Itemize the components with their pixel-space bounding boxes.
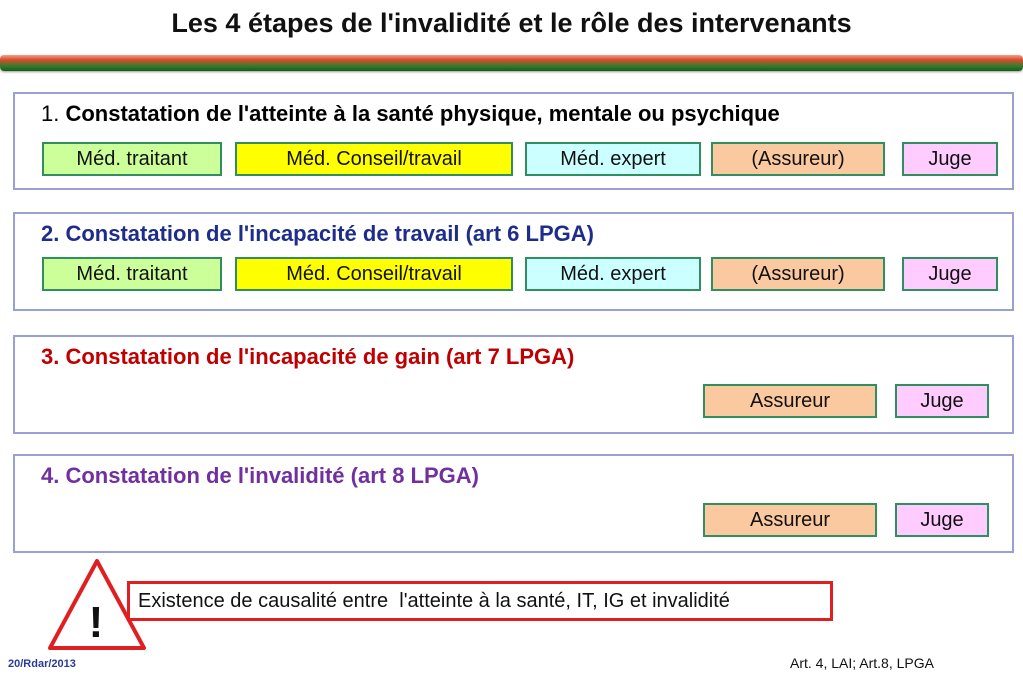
stage-3-number: 3. (41, 344, 60, 369)
footer-date: 20/Rdar/2013 (8, 658, 76, 670)
actor-juge: Juge (895, 384, 989, 418)
stage-4-title-text: Constatation de l'invalidité (art 8 LPGA) (65, 463, 479, 488)
actor-juge: Juge (895, 503, 989, 537)
causality-note: Existence de causalité entre l'atteinte à la santé, IT, IG et invalidité (127, 581, 833, 621)
actor-med-expert: Méd. expert (525, 257, 701, 291)
actor-med-traitant: Méd. traitant (42, 257, 222, 291)
warning-exclamation: ! (88, 598, 104, 647)
actor-juge: Juge (902, 142, 998, 176)
stage-3-title-text: Constatation de l'incapacité de gain (art 7 LPGA) (65, 344, 575, 369)
stage-4-number: 4. (41, 463, 60, 488)
actor-assureur: (Assureur) (711, 142, 885, 176)
actor-med-conseil: Méd. Conseil/travail (235, 257, 513, 291)
actor-assureur: Assureur (703, 384, 877, 418)
stage-2-panel (13, 212, 1014, 311)
stage-1-title-text: Constatation de l'atteinte à la santé physique, mentale ou psychique (65, 101, 780, 126)
stage-2-title-text: Constatation de l'incapacité de travail (art 6 LPGA) (65, 221, 594, 246)
stage-1-panel (13, 92, 1014, 190)
stage-2-number: 2. (41, 221, 60, 246)
actor-assureur: Assureur (703, 503, 877, 537)
page-title: Les 4 étapes de l'invalidité et le rôle des intervenants (171, 8, 852, 38)
footer-reference: Art. 4, LAI; Art.8, LPGA (790, 655, 934, 671)
actor-juge: Juge (902, 257, 998, 291)
actor-assureur: (Assureur) (711, 257, 885, 291)
stage-2-title (41, 221, 594, 247)
stage-3-panel (13, 335, 1014, 434)
stage-3-title (41, 344, 574, 370)
stage-1-title (41, 101, 780, 127)
actor-med-expert: Méd. expert (525, 142, 701, 176)
stage-1-number: 1. (41, 101, 60, 126)
actor-med-traitant: Méd. traitant (42, 142, 222, 176)
stage-4-panel (13, 454, 1014, 553)
stage-4-title (41, 463, 479, 489)
title-divider-bar (0, 55, 1023, 71)
actor-med-conseil: Méd. Conseil/travail (235, 142, 513, 176)
